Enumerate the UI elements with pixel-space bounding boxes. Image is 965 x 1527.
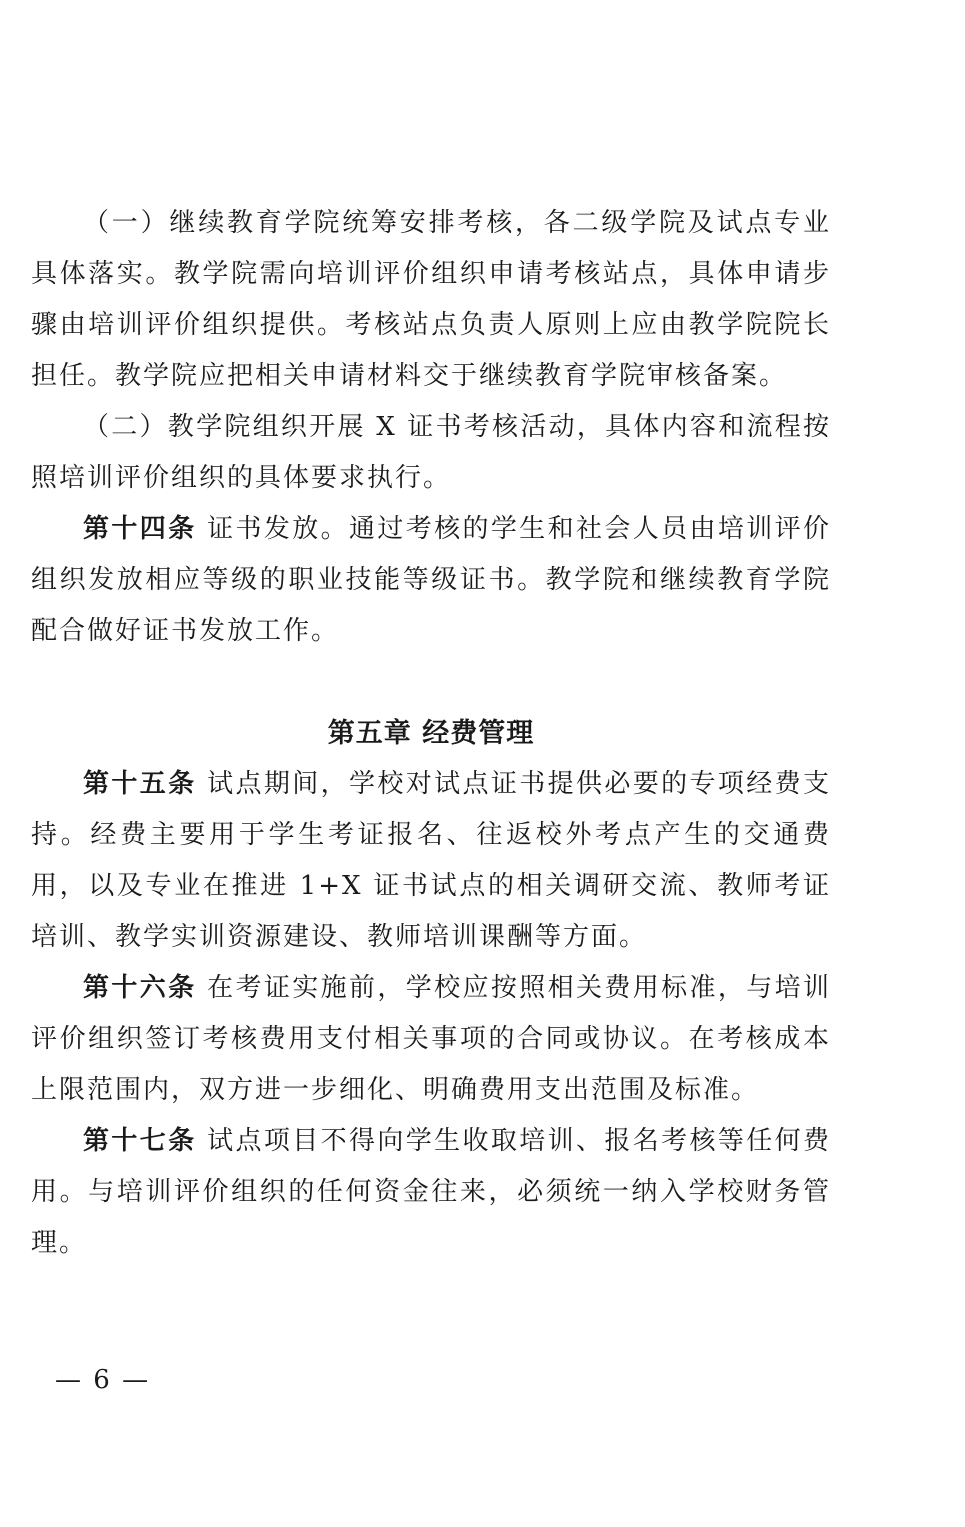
paragraph-text: （二）教学院组织开展 X 证书考核活动，具体内容和流程按照培训评价组织的具体要求执行。 [31,412,831,493]
article-lead: 第十五条 [83,769,197,799]
paragraph-text: 证书发放。通过考核的学生和社会人员由培训评价组织发放相应等级的职业技能等级证书。教学院和继续教育学院配合做好证书发放工作。 [31,514,831,646]
paragraph-text: 试点期间，学校对试点证书提供必要的专项经费支持。经费主要用于学生考证报名、往返校外考点产生的交通费用，以及专业在推进 1+X 证书试点的相关调研交流、教师考证培训、教学实训资源建设、教师培训课酬等方面。 [31,769,831,952]
section-spacer [31,657,831,708]
article-lead: 第十七条 [83,1126,197,1156]
article-lead: 第十四条 [83,514,197,544]
chapter-title: 第五章 经费管理 [327,718,535,749]
paragraph-exam-activity [31,402,831,504]
article-15 [31,759,831,963]
document-body [31,198,831,1269]
page-number: — 6 — [55,1365,151,1395]
paragraph-text: 在考证实施前，学校应按照相关费用标准，与培训评价组织签订考核费用支付相关事项的合同或协议。在考核成本上限范围内，双方进一步细化、明确费用支出范围及标准。 [31,973,831,1105]
article-lead: 第十六条 [83,973,197,1003]
article-17 [31,1116,831,1269]
article-16 [31,963,831,1116]
article-14 [31,504,831,657]
paragraph-text: （一）继续教育学院统筹安排考核，各二级学院及试点专业具体落实。教学院需向培训评价组织申请考核站点，具体申请步骤由培训评价组织提供。考核站点负责人原则上应由教学院院长担任。教学院应把相关申请材料交于继续教育学院审核备案。 [31,208,831,391]
paragraph-exam-arrangement [31,198,831,402]
paragraph-text: 试点项目不得向学生收取培训、报名考核等任何费用。与培训评价组织的任何资金往来，必须统一纳入学校财务管理。 [31,1126,831,1258]
